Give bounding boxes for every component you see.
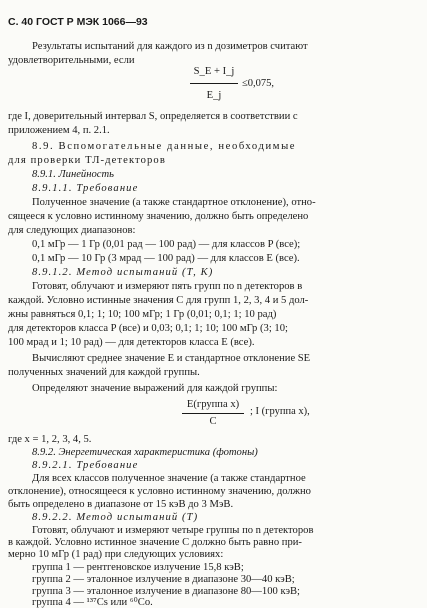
text-line: Готовят, облучают и измеряют пять групп по n детекторов в [32, 281, 303, 292]
section-heading: 8.9. Вспомогательные данные, необходимые [32, 141, 297, 152]
text-line: 100 мрад и 1; 10 рад) — для детекторов класса E (все). [8, 337, 255, 348]
formula-denominator: E_j [206, 90, 222, 101]
text-line: Для всех классов полученное значение (а также стандартное [32, 473, 306, 484]
subsection-heading: 8.9.1.2. Метод испытаний (Т, К) [32, 267, 214, 278]
list-item: группа 2 — эталонное излучение в диапазоне 30—40 кэВ; [32, 574, 295, 585]
text-line: 0,1 мГр — 10 Гр (3 мрад — 100 рад) — для классов E (все). [32, 253, 300, 264]
text-line: удовлетворительными, если [8, 55, 135, 66]
subsection-heading: 8.9.2.2. Метод испытаний (Т) [32, 512, 199, 523]
list-item: группа 3 — эталонное излучение в диапазоне 80—100 кэВ; [32, 586, 301, 597]
subsection-heading: 8.9.1.1. Требование [32, 183, 139, 194]
text-line: полученных значений для каждой группы. [8, 367, 200, 378]
formula-denominator: C [209, 416, 217, 427]
text-line: 0,1 мГр — 1 Гр (0,01 рад — 100 рад) — для классов P (все); [32, 239, 301, 250]
formula-numerator: E(группа x) [186, 399, 240, 410]
text-line: отклонение), относящееся к условно истинному значению, должно [8, 486, 311, 497]
page-header: С. 40 ГОСТ Р МЭК 1066—93 [8, 16, 148, 28]
text-line: быть определено в диапазоне от 15 кэВ до 3 МэВ. [8, 499, 234, 510]
subsection-heading: 8.9.2.1. Требование [32, 460, 139, 471]
text-line: сящееся к условно истинному значению, должно быть определено [8, 211, 309, 222]
text-line: каждой. Условно истинные значения С для групп 1, 2, 3, 4 и 5 дол- [8, 295, 309, 306]
formula-relation: ≤0,075, [242, 78, 275, 89]
fraction-bar [190, 83, 238, 84]
text-line: мерно 10 мГр (1 рад) при следующих условиях: [8, 549, 224, 560]
section-heading: для проверки ТЛ-детекторов [8, 155, 166, 166]
text-line: Готовят, облучают и измеряют четыре группы по n детекторов [32, 525, 314, 536]
text-line: для следующих диапазонов: [8, 225, 136, 236]
text-line: Полученное значение (а также стандартное отклонение), отно- [32, 197, 316, 208]
text-line: в каждой. Условно истинное значение С должно быть равно при- [8, 537, 302, 548]
text-line: Определяют значение выражений для каждой группы: [32, 383, 278, 394]
text-line: приложением 4, п. 2.1. [8, 125, 110, 136]
formula-tail: ; I (группа x), [250, 406, 310, 417]
list-item: группа 4 — ¹³⁷Cs или ⁶⁰Co. [32, 597, 153, 608]
text-line: Вычисляют среднее значение Е и стандартное отклонение SЕ [32, 353, 311, 364]
text-line: для детекторов класса P (все) и 0,03; 0,1; 1; 10; 100 мГр (3; 10; [8, 323, 288, 334]
text-line: где I, доверительный интервал S, определяется в соответствии с [8, 111, 298, 122]
list-item: группа 1 — рентгеновское излучение 15,8 кэВ; [32, 562, 244, 573]
subsection-heading: 8.9.1. Линейность [32, 169, 114, 180]
fraction-bar [182, 413, 244, 414]
text-line: Результаты испытаний для каждого из n дозиметров считают [32, 41, 308, 52]
subsection-heading: 8.9.2. Энергетическая характеристика (фотоны) [32, 447, 258, 458]
formula-numerator: S_E + I_j [193, 66, 235, 77]
text-line: жны равняться 0,1; 1; 10; 100 мГр; 1 Гр (0,01; 0,1; 1; 10 рад) [8, 309, 277, 320]
text-line: где x = 1, 2, 3, 4, 5. [8, 434, 92, 445]
